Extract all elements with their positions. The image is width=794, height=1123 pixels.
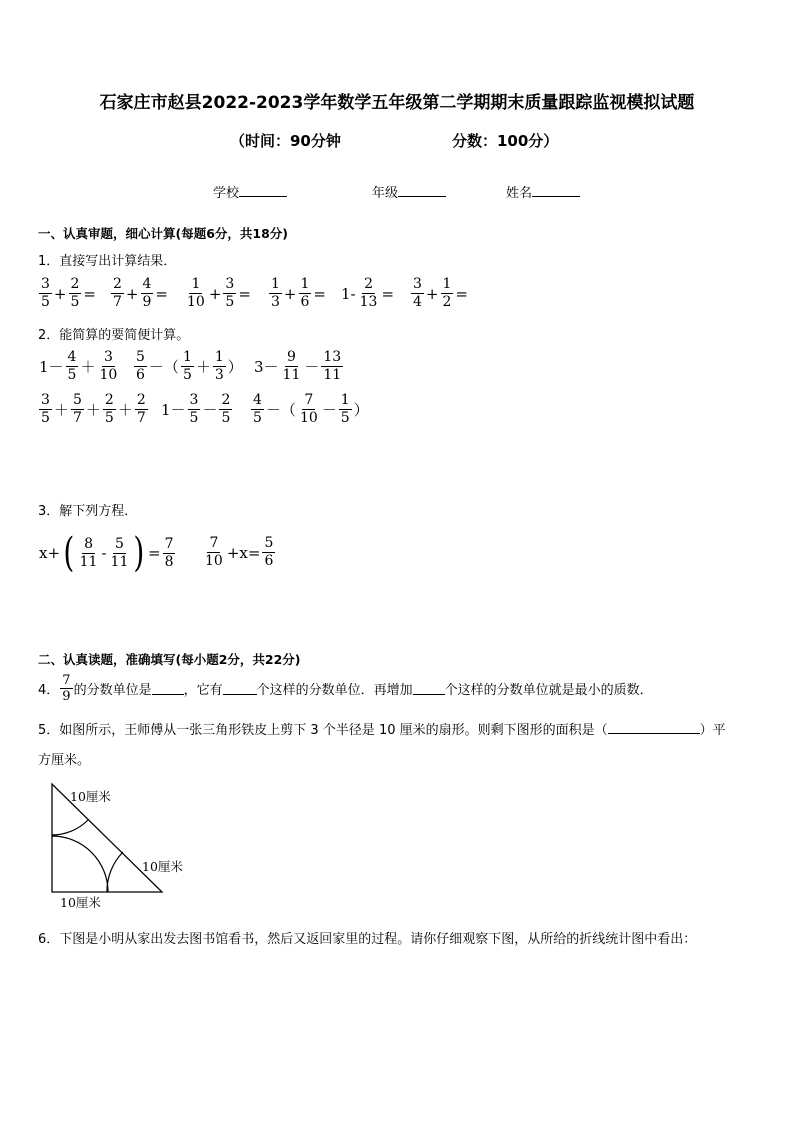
operator: 1- <box>341 284 356 303</box>
school-blank[interactable] <box>239 184 287 197</box>
operator: ＋ <box>195 358 211 376</box>
q4-fraction <box>60 673 72 704</box>
denominator: 5 <box>189 410 199 426</box>
denominator: 5 <box>104 410 114 426</box>
denominator: 5 <box>253 410 262 426</box>
fraction <box>219 392 232 427</box>
numerator: 3 <box>41 392 50 408</box>
denominator: 3 <box>271 294 280 310</box>
denominator: 5 <box>67 367 77 383</box>
denominator: 5 <box>182 367 192 383</box>
denominator: 9 <box>142 294 152 310</box>
numerator: 7 <box>209 535 219 551</box>
operator: + <box>425 284 439 303</box>
fraction <box>411 276 424 311</box>
fraction <box>223 276 236 311</box>
numerator: 1 <box>191 276 201 292</box>
denominator: 6 <box>264 553 274 569</box>
q4-blank-1[interactable] <box>152 682 184 695</box>
eq2-frac-a <box>203 535 225 570</box>
numerator: 13 <box>323 349 342 365</box>
fraction <box>299 276 312 311</box>
q2-expr-3 <box>253 349 344 384</box>
left-paren: ( <box>63 530 75 576</box>
operator: + <box>208 284 222 303</box>
numerator: 9 <box>287 349 296 365</box>
operator: = <box>83 284 96 303</box>
numerator: 7 <box>304 392 314 408</box>
denominator: 10 <box>187 294 205 310</box>
q1-expr-6 <box>410 276 469 311</box>
fraction <box>97 349 119 384</box>
equation-1 <box>38 530 176 576</box>
numerator: 3 <box>103 349 113 365</box>
eq1-lead: x+ <box>39 544 61 562</box>
denominator: 5 <box>41 294 50 310</box>
operator: ） <box>353 401 369 419</box>
denominator: 10 <box>205 553 223 569</box>
operator: = <box>238 284 251 303</box>
denominator: 5 <box>221 410 231 426</box>
time-label: （时间：90分钟 <box>230 132 341 150</box>
fraction <box>103 392 116 427</box>
label-hypotenuse-right: 10厘米 <box>142 859 183 874</box>
fraction <box>269 276 282 311</box>
grade-label: 年级 <box>372 186 399 201</box>
q1-expr-5 <box>340 276 395 311</box>
label-hypotenuse-top: 10厘米 <box>70 789 111 804</box>
equation-2 <box>202 535 276 570</box>
q4-number: 4． <box>38 683 60 698</box>
eq1-frac-a <box>78 536 100 571</box>
operator: ） <box>227 358 243 376</box>
numerator: 5 <box>72 392 82 408</box>
numerator: 1 <box>340 392 350 408</box>
denominator: 10 <box>299 410 318 426</box>
fraction <box>339 392 352 427</box>
denominator: 6 <box>136 367 145 383</box>
grade-field <box>372 182 446 201</box>
operator: + <box>125 284 139 303</box>
fraction <box>66 349 79 384</box>
numerator: 1 <box>271 276 280 292</box>
denominator: 7 <box>136 410 146 426</box>
q2-expr-4 <box>38 392 149 427</box>
q4-blank-3[interactable] <box>413 682 445 695</box>
denominator: 7 <box>113 294 122 310</box>
fraction <box>111 276 124 311</box>
q4-text-a: 的分数单位是 <box>73 683 152 698</box>
eq1-minus: - <box>101 544 107 562</box>
eq1-equals: = <box>147 544 161 562</box>
eq1-frac-b <box>109 536 131 571</box>
operator: 1－ <box>161 401 186 419</box>
operator: + <box>53 284 67 303</box>
denominator: 9 <box>62 689 71 704</box>
numerator: 2 <box>104 392 114 408</box>
section2-heading: 二、认真读题，准确填写(每小题2分，共22分) <box>38 652 301 667</box>
numerator: 4 <box>67 349 77 365</box>
denominator: 11 <box>282 367 301 383</box>
denominator: 5 <box>225 294 235 310</box>
sector-arc-right <box>107 852 123 892</box>
numerator: 2 <box>221 392 231 408</box>
q4-text-c: 个这样的分数单位．再增加 <box>256 683 413 698</box>
operator: －（ <box>148 358 179 376</box>
operator: － <box>321 401 337 419</box>
q1-expr-1 <box>38 276 97 311</box>
q1-expr-3 <box>184 276 252 311</box>
numerator: 2 <box>364 276 373 292</box>
question-2: 2．能简算的要简便计算。 <box>38 328 190 343</box>
fraction <box>281 349 303 384</box>
numerator: 5 <box>115 535 124 552</box>
fraction <box>185 276 207 311</box>
numerator: 4 <box>142 276 152 292</box>
fraction <box>441 276 454 311</box>
question-3: 3．解下列方程． <box>38 504 138 519</box>
numerator: 7 <box>62 673 71 688</box>
fraction <box>298 392 320 427</box>
denominator: 5 <box>340 410 350 426</box>
q5-text: 5．如图所示，王师傅从一张三角形铁皮上剪下 3 个半径是 10 厘米的扇形。则剩下图形的面积是（ <box>38 723 608 738</box>
q1-expr-4 <box>268 276 327 311</box>
question-1: 1．直接写出计算结果． <box>38 254 177 269</box>
triangle-figure <box>40 780 220 915</box>
grade-blank[interactable] <box>398 184 446 197</box>
q1-expr-2 <box>110 276 169 311</box>
question-6: 6．下图是小明从家出发去图书馆看书，然后又返回家里的过程。请你仔细观察下图，从所给的折线统计图中看出： <box>38 932 697 947</box>
numerator: 1 <box>214 349 224 365</box>
fraction <box>358 276 380 311</box>
operator: = <box>155 284 168 303</box>
denominator: 10 <box>99 367 118 383</box>
operator: － <box>304 358 320 376</box>
fraction <box>39 392 52 427</box>
numerator: 2 <box>70 276 80 292</box>
operator: = <box>313 284 326 303</box>
operator: ＋ <box>80 358 96 376</box>
school-field <box>213 182 287 201</box>
operator: 1－ <box>39 358 64 376</box>
name-field <box>506 182 580 201</box>
numerator: 8 <box>84 535 94 552</box>
name-label: 姓名 <box>506 186 533 201</box>
operator: － <box>202 401 218 419</box>
q4-blank-2[interactable] <box>223 682 257 695</box>
fraction <box>181 349 194 384</box>
q5-line-2: 方厘米。 <box>38 753 91 768</box>
denominator: 11 <box>110 553 129 570</box>
eq2-mid: +x= <box>226 543 261 562</box>
q2-expr-5 <box>160 392 233 427</box>
operator: + <box>283 284 297 303</box>
q5-tail: ）平 <box>699 723 726 738</box>
q2-expr-1 <box>38 349 120 384</box>
denominator: 3 <box>214 367 224 383</box>
operator: ＋ <box>53 401 69 419</box>
numerator: 7 <box>164 535 174 552</box>
fraction <box>134 349 147 384</box>
numerator: 1 <box>442 276 452 292</box>
numerator: 2 <box>136 392 146 408</box>
fraction <box>39 276 52 311</box>
numerator: 3 <box>413 276 422 292</box>
fraction <box>71 392 84 427</box>
q2-expr-2 <box>133 349 244 384</box>
sector-arc-top <box>52 820 88 835</box>
section1-heading: 一、认真审题，细心计算(每题6分，共18分) <box>38 226 289 241</box>
q4-text-b: ，它有 <box>183 683 223 698</box>
numerator: 3 <box>41 276 50 292</box>
denominator: 4 <box>413 294 422 310</box>
operator: = <box>455 284 468 303</box>
numerator: 1 <box>300 276 310 292</box>
operator: ＋ <box>85 401 101 419</box>
fraction <box>188 392 201 427</box>
operator: 3－ <box>254 358 279 376</box>
numerator: 4 <box>253 392 262 408</box>
school-label: 学校 <box>213 186 240 201</box>
q2-expr-6 <box>250 392 370 427</box>
numerator: 1 <box>182 349 192 365</box>
denominator: 8 <box>164 553 174 570</box>
numerator: 3 <box>189 392 199 408</box>
sector-arc-left <box>52 836 108 892</box>
question-5 <box>38 719 726 738</box>
denominator: 7 <box>72 410 82 426</box>
denominator: 11 <box>323 367 342 383</box>
fraction <box>135 392 148 427</box>
q4-text-d: 个这样的分数单位就是最小的质数． <box>444 683 653 698</box>
fraction <box>69 276 82 311</box>
question-4 <box>38 673 653 704</box>
denominator: 11 <box>79 553 98 570</box>
name-blank[interactable] <box>532 184 580 197</box>
numerator: 5 <box>264 535 274 551</box>
operator: －（ <box>265 401 296 419</box>
score-label: 分数：100分） <box>452 132 559 150</box>
page-title: 石家庄市赵县2022-2023学年数学五年级第二学期期末质量跟踪监视模拟试题 <box>99 93 695 113</box>
fraction <box>141 276 154 311</box>
eq1-frac-r <box>163 536 176 571</box>
fraction <box>321 349 343 384</box>
denominator: 5 <box>41 410 50 426</box>
fraction <box>251 392 264 427</box>
operator: ＋ <box>117 401 133 419</box>
denominator: 6 <box>300 294 310 310</box>
denominator: 13 <box>359 294 378 310</box>
denominator: 2 <box>442 294 452 310</box>
denominator: 5 <box>70 294 80 310</box>
fraction <box>213 349 226 384</box>
numerator: 2 <box>113 276 122 292</box>
right-paren: ) <box>133 530 145 576</box>
operator: = <box>381 284 395 303</box>
numerator: 5 <box>136 349 145 365</box>
eq2-frac-r <box>262 535 275 570</box>
label-base: 10厘米 <box>60 895 101 910</box>
q5-blank[interactable] <box>608 721 700 734</box>
numerator: 3 <box>225 276 235 292</box>
